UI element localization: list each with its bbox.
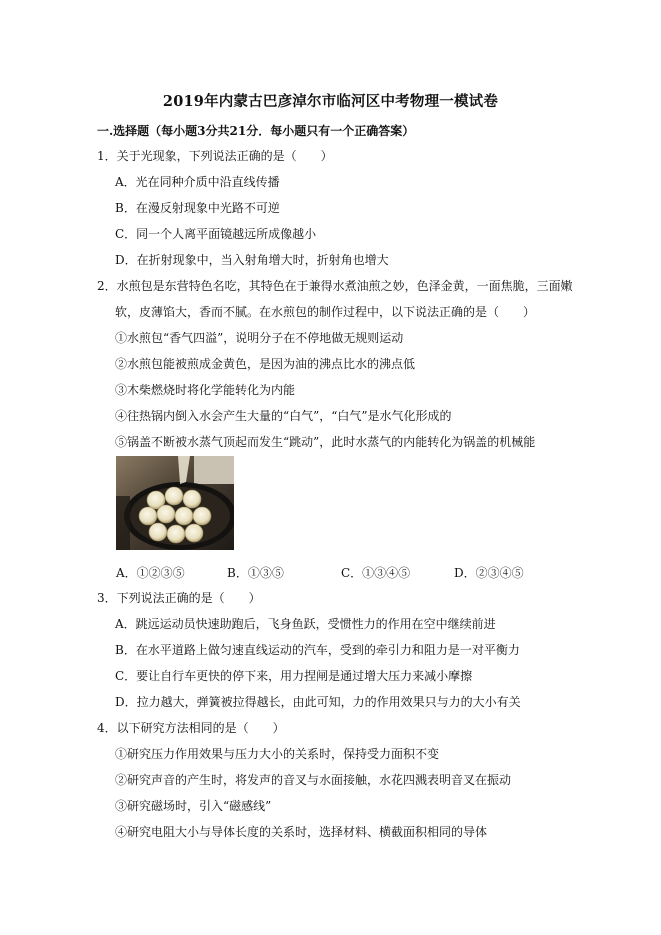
q2-choice-a: A．①②③⑤ [116,566,185,580]
q3-option-d: D．拉力越大，弹簧被拉得越长，由此可知，力的作用效果只与力的大小有关 [115,695,521,709]
q2-statement-1: ①水煎包“香气四溢”，说明分子在不停地做无规则运动 [115,331,404,345]
q4-stem: 4．以下研究方法相同的是（ ） [97,721,285,735]
q1-option-a: A．光在同种介质中沿直线传播 [115,175,280,189]
q2-statement-4: ④往热锅内倒入水会产生大量的“白气”，“白气”是水气化形成的 [115,409,452,423]
q2-choice-c: C．①③④⑤ [341,566,411,580]
section-heading: 一.选择题（每小题3分共21分．每小题只有一个正确答案） [97,124,415,138]
q2-choice-d: D．②③④⑤ [454,566,524,580]
q4-statement-1: ①研究压力作用效果与压力大小的关系时，保持受力面积不变 [115,747,440,761]
q1-option-d: D．在折射现象中，当入射角增大时，折射角也增大 [115,253,389,267]
q3-stem: 3．下列说法正确的是（ ） [97,591,261,605]
q4-statement-3: ③研究磁场时，引入“磁感线” [115,799,272,813]
q2-choice-b: B．①③⑤ [227,566,284,580]
q1-option-b: B．在漫反射现象中光路不可逆 [115,201,280,215]
fried-buns-photo [116,456,234,550]
q2-statement-3: ③木柴燃烧时将化学能转化为内能 [115,383,296,397]
q2-statement-2: ②水煎包能被煎成金黄色，是因为油的沸点比水的沸点低 [115,357,416,371]
q3-option-c: C．要让自行车更快的停下来，用力捏闸是通过增大压力来减小摩擦 [115,669,473,683]
q2-stem-line2: 软，皮薄馅大，香而不腻。在水煎包的制作过程中，以下说法正确的是（ ） [115,305,536,319]
q2-statement-5: ⑤锅盖不断被水蒸气顶起而发生“跳动”，此时水蒸气的内能转化为锅盖的机械能 [115,435,536,449]
q1-option-c: C．同一个人离平面镜越远所成像越小 [115,227,317,241]
q2-stem-line1: 2．水煎包是东营特色名吃，其特色在于兼得水煮油煎之妙，色泽金黄，一面焦脆，三面嫩 [97,279,573,293]
q3-option-a: A．跳远运动员快速助跑后，飞身鱼跃，受惯性力的作用在空中继续前进 [115,617,496,631]
page-title: 2019年内蒙古巴彦淖尔市临河区中考物理一模试卷 [162,93,499,110]
q3-option-b: B．在水平道路上做匀速直线运动的汽车，受到的牵引力和阻力是一对平衡力 [115,643,520,657]
q1-stem: 1．关于光现象，下列说法正确的是（ ） [97,149,333,163]
q4-statement-2: ②研究声音的产生时，将发声的音叉与水面接触，水花四溅表明音叉在振动 [115,773,512,787]
q4-statement-4: ④研究电阻大小与导体长度的关系时，选择材料、横截面积相同的导体 [115,825,488,839]
